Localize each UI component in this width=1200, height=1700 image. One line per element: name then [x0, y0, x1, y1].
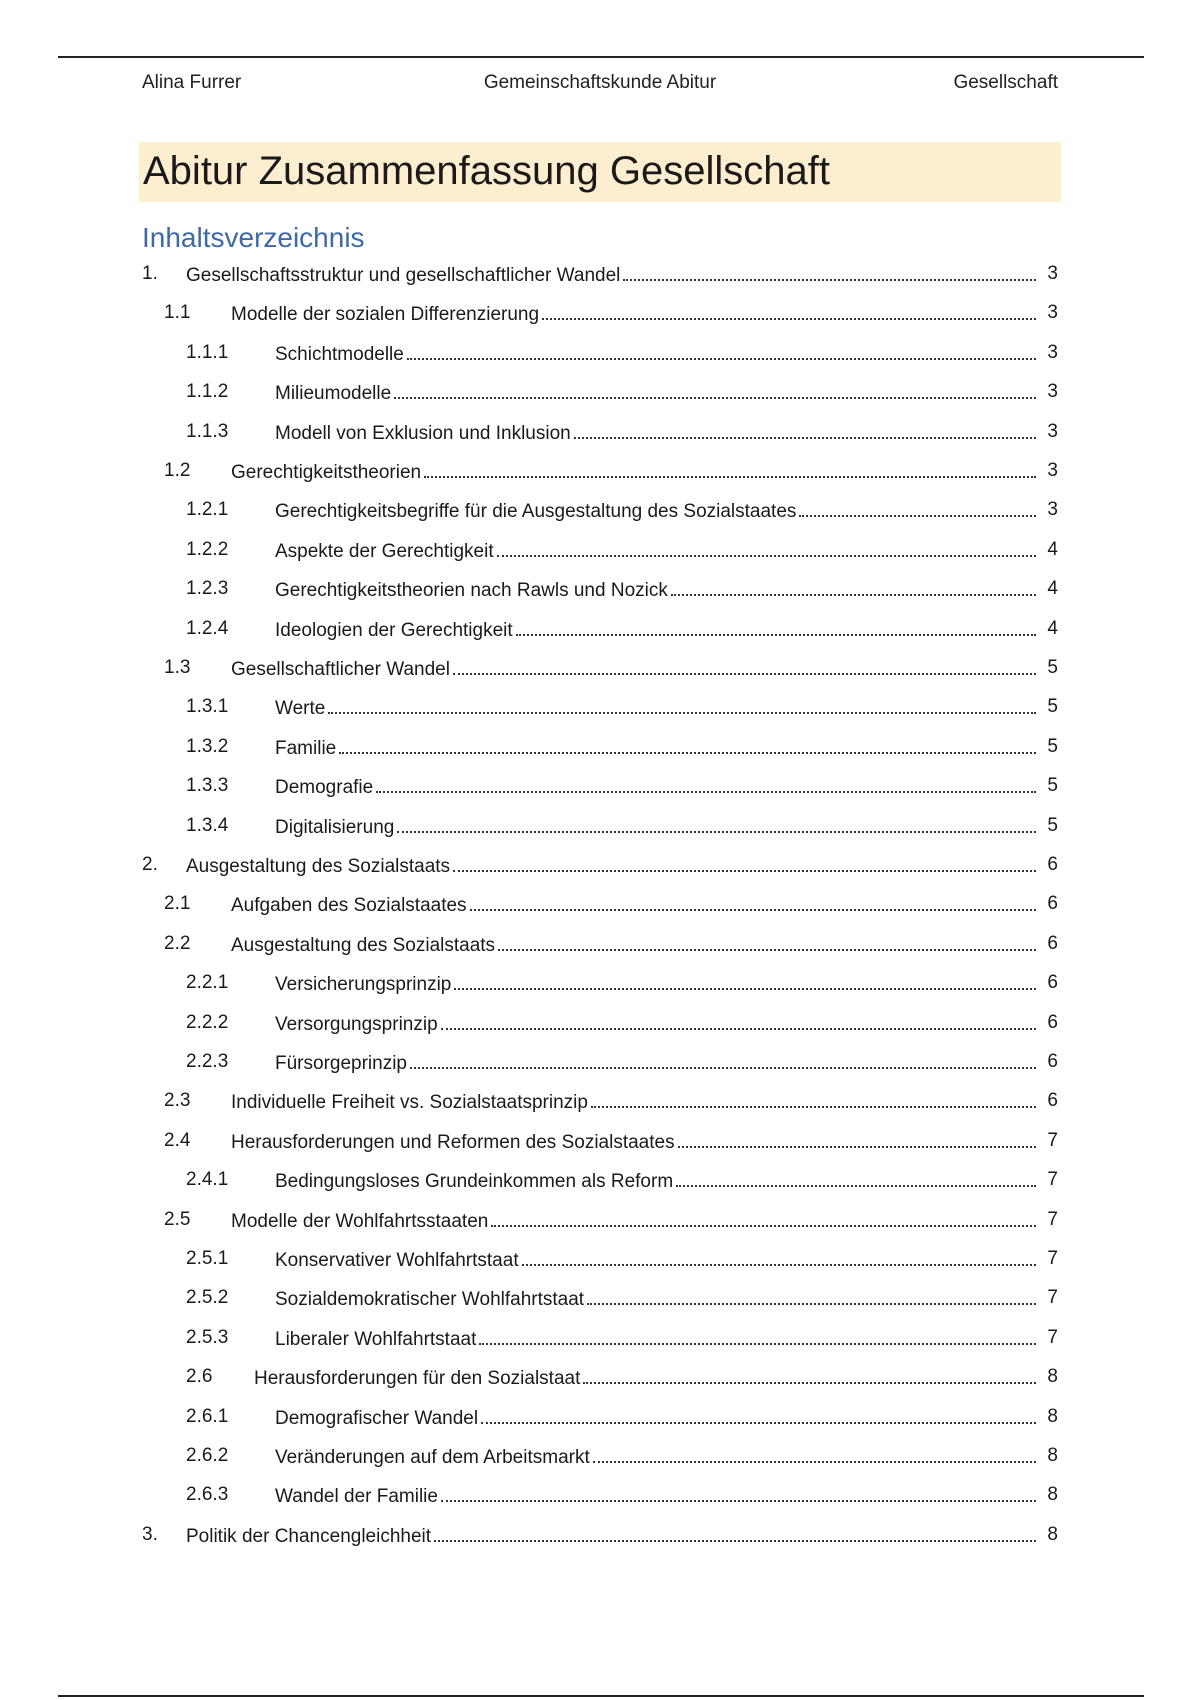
toc-entry-label: Gesellschaftsstruktur und gesellschaftlicher Wandel [186, 265, 621, 286]
toc-entry-label: Sozialdemokratischer Wohlfahrtstaat [275, 1289, 585, 1310]
toc-entry-text [275, 1010, 1036, 1038]
toc-entry-page: 7 [1047, 1209, 1058, 1230]
toc-dot-leader [479, 1325, 1036, 1345]
toc-entry-number: 2.2.1 [186, 972, 229, 993]
toc-entry-label: Demografie [275, 777, 374, 798]
toc-entry[interactable] [142, 261, 1058, 287]
toc-dot-leader [376, 773, 1036, 793]
toc-entry-label: Versicherungsprinzip [275, 974, 452, 995]
toc-entry-text [275, 419, 1036, 447]
toc-entry-page: 4 [1047, 578, 1058, 599]
toc-entry-number: 1. [142, 263, 158, 284]
toc-entry-number: 1.2.2 [186, 539, 229, 560]
toc-entry-text [275, 1482, 1036, 1510]
toc-dot-leader [799, 497, 1036, 517]
table-of-contents [142, 0, 1058, 1700]
toc-entry-text [231, 891, 1036, 919]
toc-entry-page: 6 [1047, 972, 1058, 993]
toc-entry[interactable] [142, 734, 1058, 760]
toc-dot-leader [454, 970, 1036, 990]
toc-entry-label: Konservativer Wohlfahrtstaat [275, 1250, 519, 1271]
toc-entry-text [186, 261, 1036, 289]
toc-entry-label: Veränderungen auf dem Arbeitsmarkt [275, 1447, 590, 1468]
toc-entry-label: Milieumodelle [275, 383, 392, 404]
toc-entry[interactable] [142, 576, 1058, 602]
toc-dot-leader [498, 931, 1036, 951]
toc-entry-number: 1.1.2 [186, 381, 229, 402]
toc-entry-text [275, 379, 1036, 407]
toc-entry-label: Aufgaben des Sozialstaates [231, 895, 467, 916]
toc-dot-leader [678, 1128, 1036, 1148]
toc-entry-number: 1.1.1 [186, 342, 229, 363]
toc-entry-page: 7 [1047, 1248, 1058, 1269]
toc-entry-number: 2.2.3 [186, 1051, 229, 1072]
toc-entry-text [231, 300, 1036, 328]
toc-entry-label: Versorgungsprinzip [275, 1014, 438, 1035]
toc-entry-text [275, 1246, 1036, 1274]
toc-dot-leader [339, 734, 1036, 754]
toc-entry[interactable] [142, 773, 1058, 799]
toc-entry-number: 2.6 [186, 1366, 213, 1387]
toc-entry[interactable] [142, 1010, 1058, 1036]
toc-entry[interactable] [142, 852, 1058, 878]
toc-entry[interactable] [142, 1246, 1058, 1272]
toc-entry-page: 6 [1047, 854, 1058, 875]
toc-entry-number: 2. [142, 854, 158, 875]
toc-entry-label: Aspekte der Gerechtigkeit [275, 541, 494, 562]
toc-entry-label: Gesellschaftlicher Wandel [231, 659, 450, 680]
toc-entry-number: 3. [142, 1524, 158, 1545]
toc-entry-page: 4 [1047, 618, 1058, 639]
toc-entry[interactable] [142, 458, 1058, 484]
document-title: Abitur Zusammenfassung Gesellschaft [143, 149, 830, 193]
toc-entry-page: 8 [1047, 1406, 1058, 1427]
toc-entry[interactable] [142, 340, 1058, 366]
toc-entry-text [275, 1049, 1036, 1077]
toc-entry-number: 2.2 [164, 933, 191, 954]
toc-entry-page: 7 [1047, 1169, 1058, 1190]
toc-entry-text [231, 1088, 1036, 1116]
toc-entry-number: 2.4 [164, 1130, 191, 1151]
toc-dot-leader [583, 1364, 1036, 1384]
toc-entry-number: 1.3.1 [186, 696, 229, 717]
toc-entry-number: 1.1 [164, 302, 191, 323]
toc-entry-text [186, 1522, 1036, 1550]
toc-dot-leader [407, 340, 1036, 360]
toc-entry-page: 6 [1047, 1090, 1058, 1111]
toc-entry-label: Wandel der Familie [275, 1486, 438, 1507]
toc-entry-label: Individuelle Freiheit vs. Sozialstaatsprinzip [231, 1092, 588, 1113]
toc-entry-label: Digitalisierung [275, 817, 395, 838]
toc-entry-text [275, 1404, 1036, 1432]
toc-dot-leader [434, 1522, 1036, 1542]
toc-entry-page: 3 [1047, 381, 1058, 402]
toc-dot-leader [441, 1010, 1036, 1030]
toc-entry-page: 5 [1047, 657, 1058, 678]
toc-entry-label: Schichtmodelle [275, 344, 404, 365]
toc-entry-number: 2.6.3 [186, 1484, 229, 1505]
toc-dot-leader [671, 576, 1036, 596]
toc-entry-page: 8 [1047, 1445, 1058, 1466]
toc-entry-label: Modelle der Wohlfahrtsstaaten [231, 1211, 489, 1232]
toc-entry-page: 8 [1047, 1484, 1058, 1505]
toc-entry[interactable] [142, 1522, 1058, 1548]
toc-entry-number: 2.3 [164, 1090, 191, 1111]
toc-entry[interactable] [142, 970, 1058, 996]
toc-entry-number: 2.5.3 [186, 1327, 229, 1348]
toc-entry-text [231, 458, 1036, 486]
toc-dot-leader [542, 300, 1036, 320]
toc-entry-number: 1.3.2 [186, 736, 229, 757]
toc-entry[interactable] [142, 1207, 1058, 1233]
toc-dot-leader [574, 419, 1036, 439]
toc-entry-number: 1.3.3 [186, 775, 229, 796]
toc-entry-text [275, 813, 1036, 841]
toc-entry-label: Modelle der sozialen Differenzierung [231, 304, 540, 325]
toc-entry-number: 2.2.2 [186, 1012, 229, 1033]
toc-entry-text [275, 537, 1036, 565]
toc-dot-leader [441, 1482, 1036, 1502]
toc-entry[interactable] [142, 537, 1058, 563]
toc-entry[interactable] [142, 1364, 1058, 1390]
toc-entry-label: Familie [275, 738, 337, 759]
toc-entry[interactable] [142, 497, 1058, 523]
toc-entry-number: 2.1 [164, 893, 191, 914]
toc-entry-page: 7 [1047, 1287, 1058, 1308]
header-author: Alina Furrer [142, 72, 242, 93]
toc-entry[interactable] [142, 379, 1058, 405]
toc-entry-page: 8 [1047, 1366, 1058, 1387]
toc-entry-page: 5 [1047, 815, 1058, 836]
toc-entry-page: 3 [1047, 342, 1058, 363]
toc-entry-number: 1.3.4 [186, 815, 229, 836]
toc-entry-page: 7 [1047, 1327, 1058, 1348]
toc-entry[interactable] [142, 694, 1058, 720]
toc-entry-text [231, 1207, 1036, 1235]
toc-entry-page: 6 [1047, 893, 1058, 914]
footer-rule [58, 1695, 1144, 1697]
toc-entry-label: Gerechtigkeitstheorien [231, 462, 422, 483]
toc-entry[interactable] [142, 1167, 1058, 1193]
toc-dot-leader [328, 694, 1036, 714]
toc-entry-label: Liberaler Wohlfahrtstaat [275, 1329, 477, 1350]
toc-entry-page: 5 [1047, 775, 1058, 796]
toc-entry-text [275, 1443, 1036, 1471]
toc-dot-leader [394, 379, 1036, 399]
toc-entry-page: 6 [1047, 933, 1058, 954]
toc-entry[interactable] [142, 1325, 1058, 1351]
toc-entry-number: 1.2.4 [186, 618, 229, 639]
toc-entry-number: 2.6.2 [186, 1445, 229, 1466]
toc-entry-page: 3 [1047, 460, 1058, 481]
toc-entry[interactable] [142, 419, 1058, 445]
toc-dot-leader [516, 616, 1036, 636]
toc-entry-number: 2.4.1 [186, 1169, 229, 1190]
toc-entry[interactable] [142, 1285, 1058, 1311]
toc-dot-leader [453, 852, 1036, 872]
toc-entry[interactable] [142, 616, 1058, 642]
toc-entry[interactable] [142, 1128, 1058, 1154]
toc-entry-text [275, 1285, 1036, 1313]
header-course: Gemeinschaftskunde Abitur [483, 72, 717, 93]
toc-dot-leader [491, 1207, 1036, 1227]
toc-dot-leader [397, 813, 1036, 833]
toc-dot-leader [453, 655, 1036, 675]
toc-entry-page: 3 [1047, 302, 1058, 323]
toc-dot-leader [676, 1167, 1036, 1187]
toc-entry[interactable] [142, 931, 1058, 957]
toc-dot-leader [623, 261, 1036, 281]
toc-entry-page: 7 [1047, 1130, 1058, 1151]
toc-entry-text [275, 1325, 1036, 1353]
toc-entry-page: 5 [1047, 736, 1058, 757]
toc-dot-leader [591, 1088, 1036, 1108]
toc-entry-label: Ideologien der Gerechtigkeit [275, 620, 513, 641]
toc-dot-leader [424, 458, 1036, 478]
toc-entry-label: Herausforderungen und Reformen des Sozialstaates [231, 1132, 675, 1153]
toc-entry-text [275, 694, 1036, 722]
toc-entry-label: Werte [275, 698, 326, 719]
toc-entry-text [254, 1364, 1036, 1392]
toc-entry-page: 4 [1047, 539, 1058, 560]
toc-entry[interactable] [142, 1482, 1058, 1508]
toc-entry[interactable] [142, 1088, 1058, 1114]
toc-entry[interactable] [142, 891, 1058, 917]
toc-entry-number: 1.2.1 [186, 499, 229, 520]
toc-entry-page: 8 [1047, 1524, 1058, 1545]
toc-entry-text [186, 852, 1036, 880]
toc-entry-label: Demografischer Wandel [275, 1408, 479, 1429]
toc-entry-text [275, 497, 1036, 525]
toc-entry[interactable] [142, 300, 1058, 326]
toc-entry[interactable] [142, 655, 1058, 681]
header-topic: Gesellschaft [953, 72, 1058, 93]
toc-entry-label: Bedingungsloses Grundeinkommen als Reform [275, 1171, 674, 1192]
toc-entry-text [275, 576, 1036, 604]
toc-entry-label: Ausgestaltung des Sozialstaats [186, 856, 451, 877]
toc-entry-label: Gerechtigkeitstheorien nach Rawls und Nozick [275, 580, 668, 601]
toc-entry[interactable] [142, 813, 1058, 839]
toc-entry-text [231, 655, 1036, 683]
toc-entry-text [275, 970, 1036, 998]
toc-entry-text [231, 1128, 1036, 1156]
toc-entry-page: 6 [1047, 1051, 1058, 1072]
toc-dot-leader [410, 1049, 1036, 1069]
toc-entry-label: Herausforderungen für den Sozialstaat [254, 1368, 581, 1389]
toc-dot-leader [593, 1443, 1036, 1463]
toc-entry-label: Modell von Exklusion und Inklusion [275, 423, 571, 444]
toc-entry[interactable] [142, 1443, 1058, 1469]
toc-entry[interactable] [142, 1049, 1058, 1075]
toc-entry-page: 6 [1047, 1012, 1058, 1033]
toc-entry-label: Politik der Chancengleichheit [186, 1526, 432, 1547]
toc-entry-text [275, 734, 1036, 762]
toc-entry-number: 2.6.1 [186, 1406, 229, 1427]
toc-entry-number: 1.2.3 [186, 578, 229, 599]
toc-entry-label: Fürsorgeprinzip [275, 1053, 407, 1074]
toc-entry-text [275, 616, 1036, 644]
toc-entry-number: 1.2 [164, 460, 191, 481]
toc-entry-page: 3 [1047, 499, 1058, 520]
toc-entry-text [275, 340, 1036, 368]
toc-entry-number: 1.1.3 [186, 421, 229, 442]
toc-entry[interactable] [142, 1404, 1058, 1430]
toc-entry-number: 2.5.2 [186, 1287, 229, 1308]
toc-dot-leader [522, 1246, 1036, 1266]
toc-entry-page: 5 [1047, 696, 1058, 717]
toc-entry-text [231, 931, 1036, 959]
toc-entry-number: 2.5 [164, 1209, 191, 1230]
toc-dot-leader [587, 1285, 1036, 1305]
toc-entry-label: Gerechtigkeitsbegriffe für die Ausgestaltung des Sozialstaates [275, 501, 797, 522]
toc-entry-label: Ausgestaltung des Sozialstaats [231, 935, 496, 956]
toc-dot-leader [470, 891, 1036, 911]
toc-entry-text [275, 773, 1036, 801]
toc-dot-leader [497, 537, 1036, 557]
toc-entry-page: 3 [1047, 263, 1058, 284]
toc-entry-number: 1.3 [164, 657, 191, 678]
toc-entry-page: 3 [1047, 421, 1058, 442]
toc-dot-leader [481, 1404, 1036, 1424]
toc-heading: Inhaltsverzeichnis [142, 222, 365, 253]
toc-entry-text [275, 1167, 1036, 1195]
toc-entry-number: 2.5.1 [186, 1248, 229, 1269]
